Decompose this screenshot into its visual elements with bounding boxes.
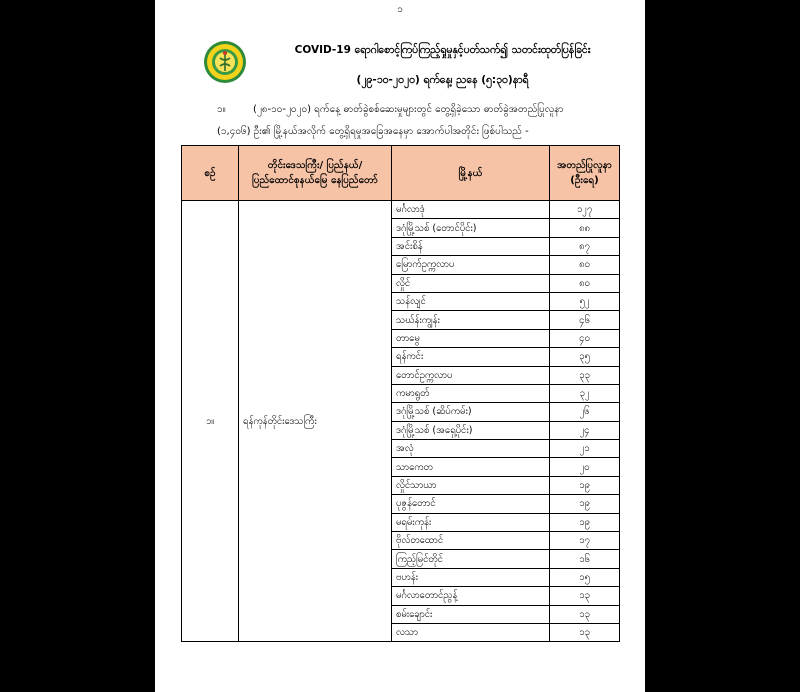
- header-township: မြို့နယ်: [392, 146, 550, 201]
- township-cell: ပုဇွန်တောင်: [392, 495, 550, 513]
- cases-cell: ၁၉: [550, 476, 620, 494]
- cases-cell: ၅၂: [550, 292, 620, 310]
- township-cell: တာမွေ: [392, 329, 550, 347]
- township-cell: ဒဂုံမြို့သစ် (တောင်ပိုင်း): [392, 219, 550, 237]
- township-cell: မင်္ဂလာဒုံ: [392, 201, 550, 219]
- paragraph-number: ၁။: [217, 104, 226, 115]
- cases-table: [181, 145, 620, 642]
- township-cell: ဒဂုံမြို့သစ် (အရှေ့ပိုင်း): [392, 421, 550, 439]
- cases-cell: ၁၉: [550, 495, 620, 513]
- cases-cell: ၁၃: [550, 623, 620, 641]
- township-cell: လှိုင်: [392, 274, 550, 292]
- header-cases: အတည်ပြုလူနာ (ဦးရေ): [550, 146, 620, 201]
- township-cell: လသာ: [392, 623, 550, 641]
- township-cell: မင်္ဂလာတောင်ညွန့်: [392, 587, 550, 605]
- paragraph-line-1: [217, 102, 563, 117]
- township-cell: အလုံ: [392, 440, 550, 458]
- page-number: ၁: [397, 4, 403, 15]
- cases-cell: ၁၇: [550, 532, 620, 550]
- cases-cell: ၄၀: [550, 329, 620, 347]
- paragraph-line-2: (၁,၄၀၆) ဦး၏ မြို့နယ်အလိုက် တွေ့ရှိရမှုအခြေအနေမှာ အောက်ပါအတိုင်း ဖြစ်ပါသည် -: [217, 126, 529, 137]
- table-body: [182, 201, 620, 642]
- township-cell: ကမာရွတ်: [392, 384, 550, 402]
- table-header-row: [182, 146, 620, 201]
- township-cell: မြောက်ဥက္ကလာပ: [392, 256, 550, 274]
- header-no: စဉ်: [182, 146, 239, 201]
- cases-cell: ၂၀: [550, 458, 620, 476]
- township-cell: ဒဂုံမြို့သစ် (ဆိပ်ကမ်း): [392, 403, 550, 421]
- paragraph-text-1: (၂၈-၁၀-၂၀၂၀) ရက်နေ့ ဓာတ်ခွဲစစ်ဆေးမှုများတွင် တွေ့ရှိခဲ့သော ဓာတ်ခွဲအတည်ပြုလူနာ: [253, 104, 564, 115]
- township-cell: ကြည့်မြင်တိုင်: [392, 550, 550, 568]
- group-region: ရန်ကုန်တိုင်းဒေသကြီး: [239, 201, 392, 642]
- cases-cell: ၁၉: [550, 513, 620, 531]
- cases-cell: ၃၂: [550, 384, 620, 402]
- cases-cell: ၁၂၇: [550, 201, 620, 219]
- group-number: ၁။: [182, 201, 239, 642]
- document-page: [155, 0, 645, 692]
- township-cell: စမ်းချောင်း: [392, 605, 550, 623]
- table-row: [182, 201, 620, 219]
- township-cell: တောင်ဥက္ကလာပ: [392, 366, 550, 384]
- cases-cell: ၈၀: [550, 256, 620, 274]
- township-cell: သဃ်န်းကျွန်း: [392, 311, 550, 329]
- township-cell: မရမ်းကုန်း: [392, 513, 550, 531]
- township-cell: အင်းစိန်: [392, 237, 550, 255]
- cases-cell: ၄၆: [550, 311, 620, 329]
- cases-cell: ၂၆: [550, 403, 620, 421]
- ministry-seal-icon: [203, 40, 247, 84]
- cases-cell: ၂၄: [550, 421, 620, 439]
- cases-cell: ၃၅: [550, 348, 620, 366]
- cases-cell: ၃၃: [550, 366, 620, 384]
- cases-cell: ၈၇: [550, 237, 620, 255]
- township-cell: သန်လျင်: [392, 292, 550, 310]
- document-title: COVID-19 ရောဂါစောင့်ကြပ်ကြည့်ရှုမှုနှင့်ပတ်သက်၍ သတင်းထုတ်ပြန်ခြင်း: [294, 44, 591, 56]
- township-cell: သာကေတ: [392, 458, 550, 476]
- header-region: တိုင်းဒေသကြီး/ ပြည်နယ်/ ပြည်ထောင်စုနယ်မြေ နေပြည်တော်: [239, 146, 392, 201]
- cases-cell: ၈၀: [550, 274, 620, 292]
- township-cell: လှိုင်သာယာ: [392, 476, 550, 494]
- township-cell: ဗဟန်း: [392, 568, 550, 586]
- cases-cell: ၁၆: [550, 550, 620, 568]
- cases-cell: ၁၃: [550, 605, 620, 623]
- cases-cell: ၁၃: [550, 587, 620, 605]
- document-subtitle: (၂၉-၁၀-၂၀၂၀) ရက်နေ့၊ ညနေ (၅:၃၀)နာရီ: [356, 74, 529, 86]
- cases-cell: ၁၅: [550, 568, 620, 586]
- cases-cell: ၂၁: [550, 440, 620, 458]
- township-cell: ရန်ကင်း: [392, 348, 550, 366]
- township-cell: ဗိုလ်တထောင်: [392, 532, 550, 550]
- cases-cell: ၈၈: [550, 219, 620, 237]
